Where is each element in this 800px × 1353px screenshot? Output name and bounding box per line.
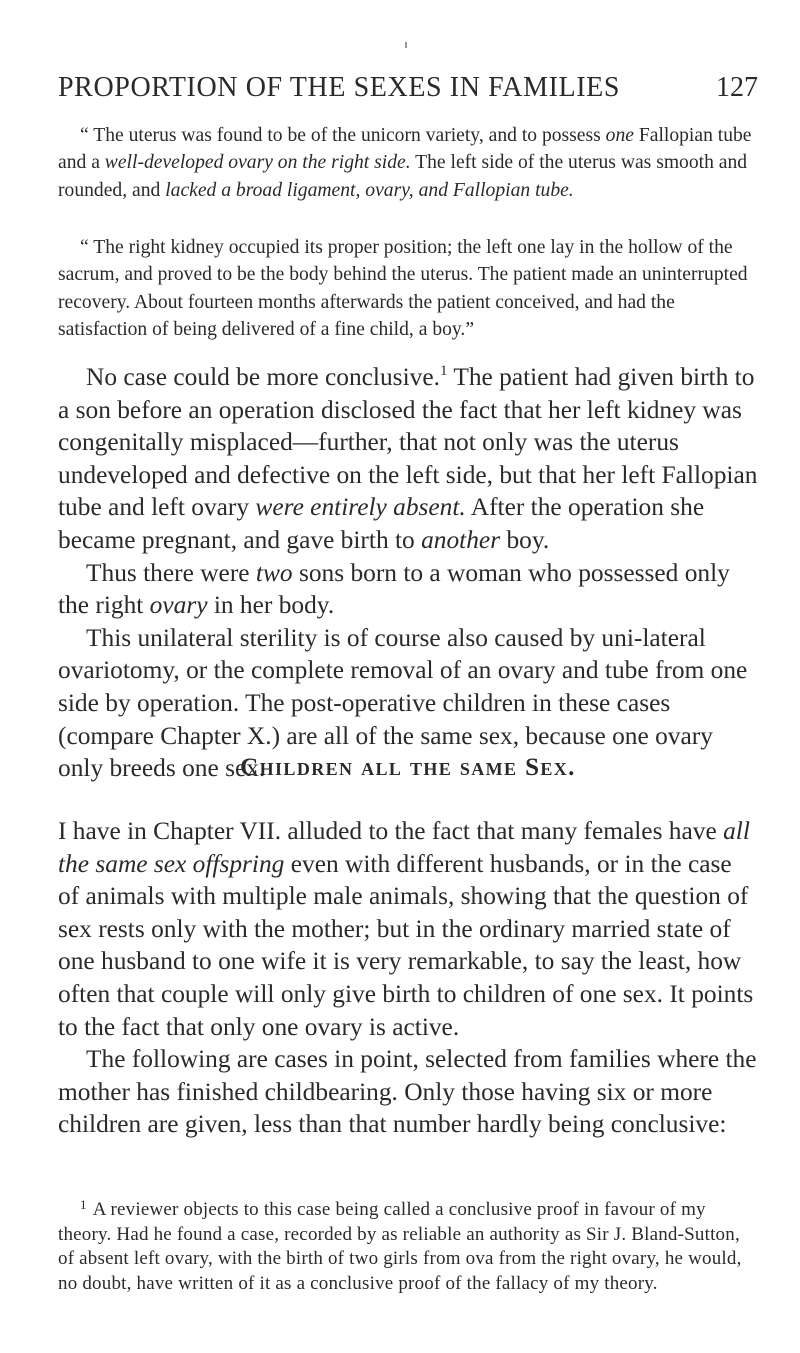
footnote bbox=[58, 1193, 758, 1296]
page-header bbox=[58, 72, 758, 106]
quoted-paragraph-kidney: “ The right kidney occupied its proper position; the left one lay in the hollow of the sacrum, and proved to be the body behind the uterus. The patient made an uninterrupted recovery. About fourteen months afterwards the patient conceived, and had the satisfaction of being delivered of a fine child, a boy.” bbox=[58, 237, 748, 340]
paragraph-same-sex: I have in Chapter VII. alluded to the fact that many females have all the same sex offspring even with different husbands, or in the case of animals with multiple male animals, showing that the question of sex rests only with the mother; but in the ordinary married state of one husband to one wife it is very remarkable, to say the least, how often that couple will only give birth to children of one sex. It points to the fact that only one ovary is active. The following are cases in point, selected from families where the mother has finished childbearing. Only those having six or more children are given, less than that number hardly being conclusive: bbox=[58, 817, 757, 1139]
footnote-number: 1 bbox=[80, 1197, 87, 1212]
page-number: 127 bbox=[716, 72, 758, 103]
paragraph-conclusive-case: No case could be more conclusive.$^1$ The patient had given birth to a son before an operation disclosed the fact that her left kidney was congenitally misplaced—further, that not only was the uterus undeveloped and defective on the left side, but that her left Fallopian tube and left ovary were entirely absent. After the operation she became pregnant, and gave birth to another boy. Thus there were two sons born to a woman who possessed only the right ovary in her body. This unilateral sterility is of course also caused by uni-lateral ovariotomy, or the complete removal of an ovary and tube from one side by operation. The post-operative children in these cases (compare Chapter X.) are all of the same sex, because one ovary only breeds one sex. bbox=[58, 363, 758, 783]
running-head: PROPORTION OF THE SEXES IN FAMILIES bbox=[58, 72, 620, 103]
footnote-text: A reviewer objects to this case being called a conclusive proof in favour of my theory. Had he found a case, recorded by as reliable an authority as Sir J. Bland-Sutton, of absent left ovary, with the birth of two girls from ova from the right ovary, he would, no doubt, have written of it as a conclusive proof of the fallacy of my theory. bbox=[58, 1199, 742, 1294]
ink-speck bbox=[405, 42, 407, 48]
section-heading: Children all the same Sex. bbox=[240, 754, 576, 781]
footnote-reference[interactable]: 1 bbox=[439, 363, 448, 379]
quoted-paragraph-uterus: “ The uterus was found to be of the unicorn variety, and to possess one Fallopian tube and a well-developed ovary on the right side. The left side of the uterus was smooth and rounded, and lacked a broad ligament, ovary, and Fallopian tube. bbox=[58, 125, 752, 201]
